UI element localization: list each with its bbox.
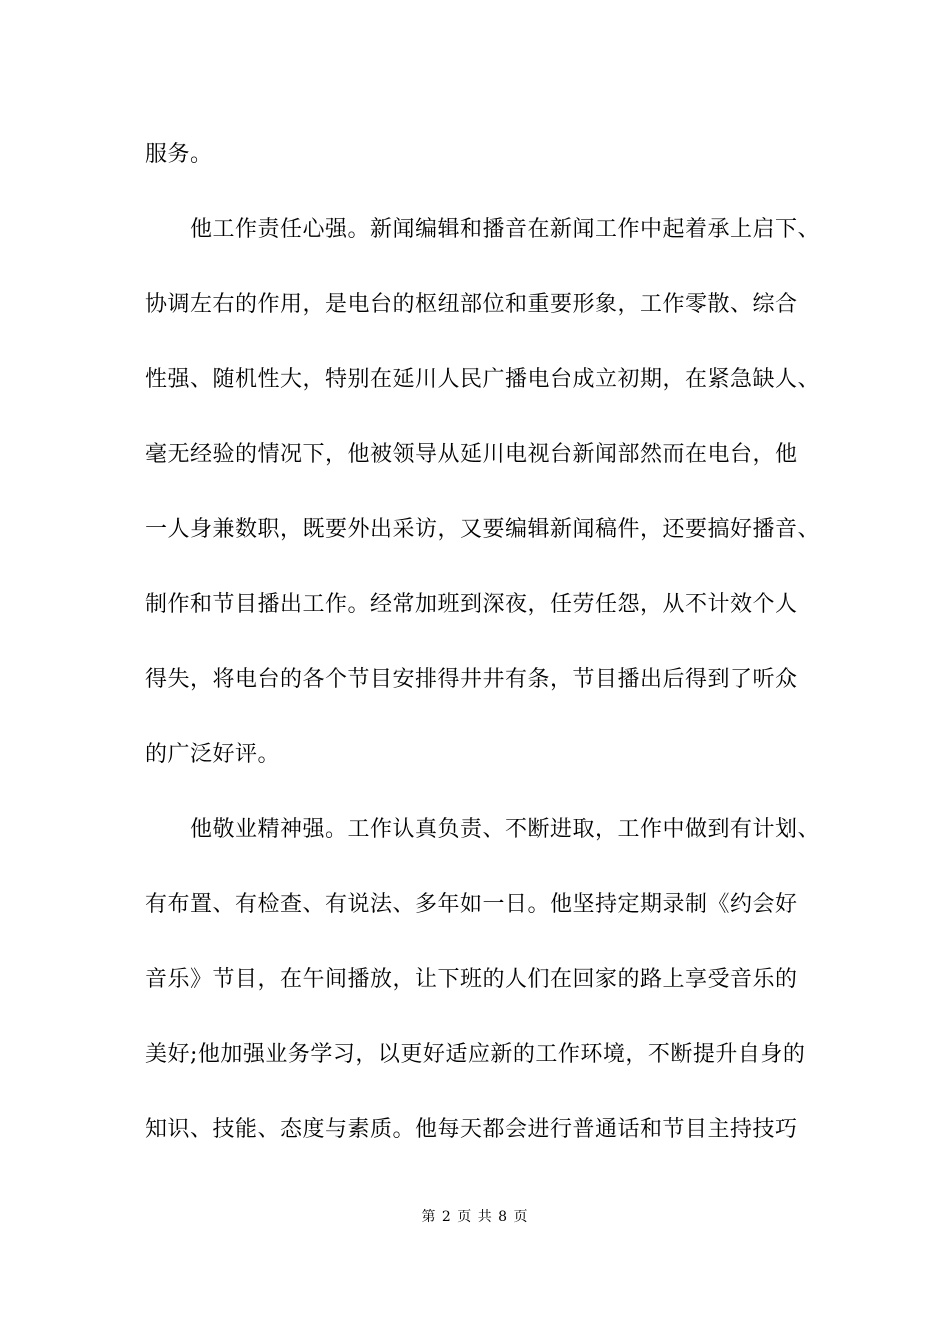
text-line-13: 美好;他加强业务学习，以更好适应新的工作环境，不断提升自身的	[145, 1042, 806, 1067]
text-line-9: 的广泛好评。	[145, 742, 281, 767]
text-line-3: 协调左右的作用，是电台的枢纽部位和重要形象，工作零散、综合	[145, 292, 798, 317]
text-line-2: 他工作责任心强。新闻编辑和播音在新闻工作中起着承上启下、	[190, 217, 821, 242]
text-line-8: 得失，将电台的各个节目安排得井井有条，节目播出后得到了听众	[145, 667, 798, 692]
text-line-14: 知识、技能、态度与素质。他每天都会进行普通话和节目主持技巧	[145, 1117, 798, 1142]
text-line-10: 他敬业精神强。工作认真负责、不断进取，工作中做到有计划、	[190, 817, 821, 842]
text-line-1: 服务。	[145, 142, 213, 167]
text-line-7: 制作和节目播出工作。经常加班到深夜，任劳任怨，从不计效个人	[145, 592, 798, 617]
text-line-5: 毫无经验的情况下，他被领导从延川电视台新闻部然而在电台，他	[145, 442, 798, 467]
text-line-4: 性强、随机性大，特别在延川人民广播电台成立初期，在紧急缺人、	[145, 367, 821, 392]
text-line-11: 有布置、有检查、有说法、多年如一日。他坚持定期录制《约会好	[145, 892, 798, 917]
text-line-6: 一人身兼数职，既要外出采访，又要编辑新闻稿件，还要搞好播音、	[145, 517, 821, 542]
page-number-footer: 第 2 页 共 8 页	[421, 1209, 529, 1225]
text-line-12: 音乐》节目，在午间播放，让下班的人们在回家的路上享受音乐的	[145, 967, 798, 992]
